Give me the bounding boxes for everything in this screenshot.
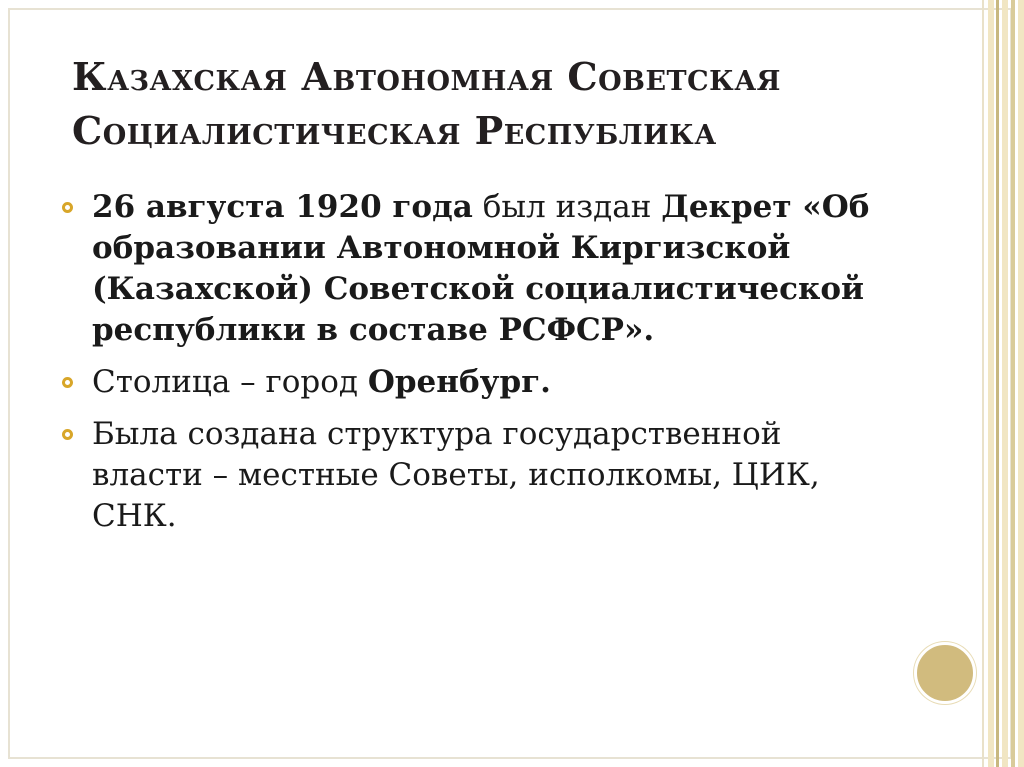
bullet-item — [62, 414, 892, 537]
bullet-1-decree: Декрет «Об образовании Автономной Киргизской (Казахской) Советской социалистической республики в составе РСФСР». — [92, 189, 870, 348]
bullet-3-text: Была создана структура государственной власти – местные Советы, исполкомы, ЦИК, СНК. — [92, 416, 820, 534]
bullet-2-text: Столица – город — [92, 364, 368, 400]
bullet-item — [62, 187, 892, 351]
bullet-1-date: 26 августа 1920 года — [92, 189, 473, 225]
title-line-1: Казахская Автономная Советская — [72, 54, 781, 99]
bullet-ring-icon — [62, 377, 73, 388]
title-line-2: Социалистическая Республика — [72, 108, 717, 153]
decorative-stripes — [982, 0, 1024, 767]
bullet-1-text: был издан — [472, 189, 662, 225]
bullet-ring-icon — [62, 202, 73, 213]
bullet-item — [62, 362, 892, 403]
decorative-circle-icon — [914, 642, 976, 704]
bullet-2-city: Оренбург. — [367, 364, 551, 400]
slide-title — [72, 50, 952, 158]
bullet-list — [62, 187, 892, 548]
bullet-ring-icon — [62, 429, 73, 440]
